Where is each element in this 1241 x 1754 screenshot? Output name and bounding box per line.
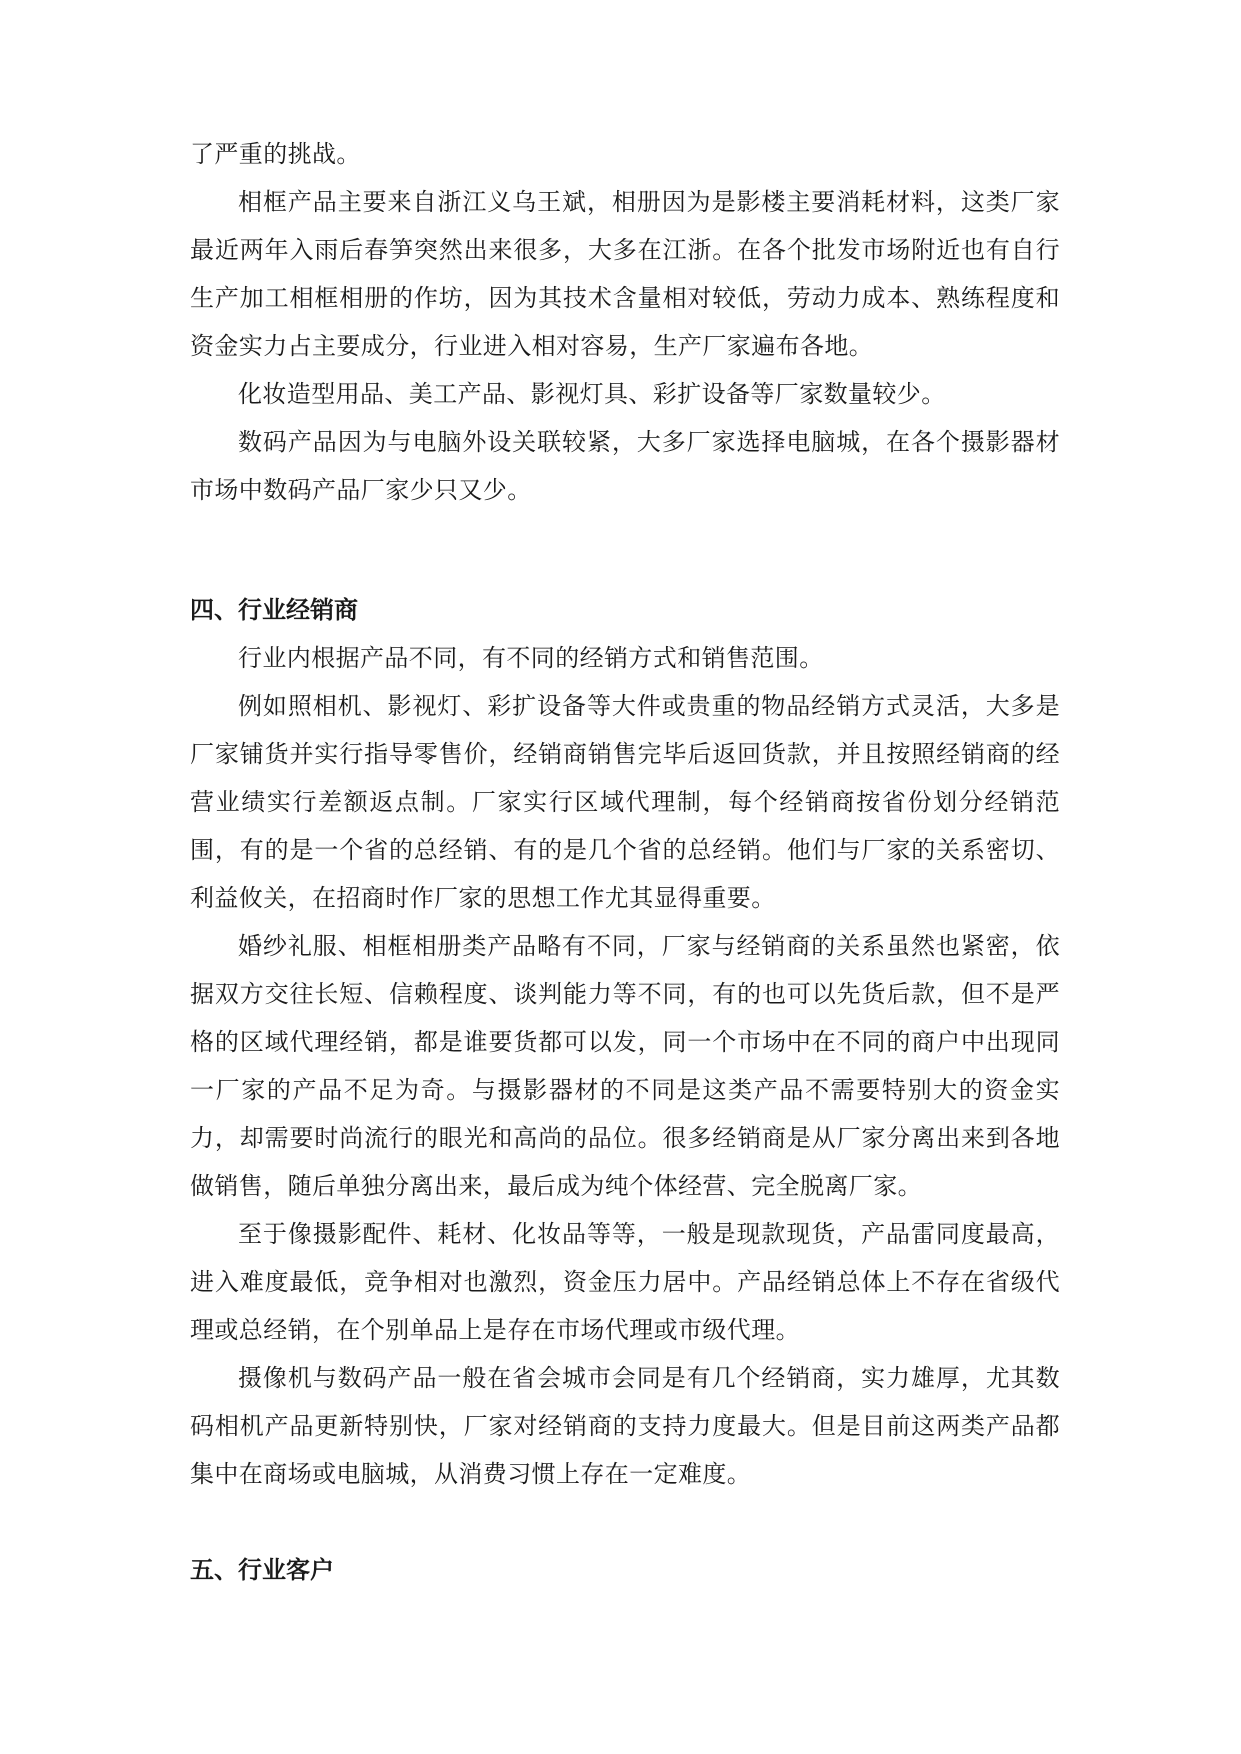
- paragraph-distribution-intro: 行业内根据产品不同，有不同的经销方式和销售范围。: [238, 644, 824, 672]
- paragraph-continuation: 了严重的挑战。: [190, 140, 361, 168]
- paragraph-accessories-distribution: 至于像摄影配件、耗材、化妆品等等，一般是现款现货，产品雷同度最高，进入难度最低，竞争相对也激烈，资金压力居中。产品经销总体上不存在省级代理或总经销，在个别单品上是存在市场代理或市级代理。: [190, 1220, 1060, 1344]
- paragraph-wedding-frames-distribution: 婚纱礼服、相框相册类产品略有不同，厂家与经销商的关系虽然也紧密，依据双方交往长短、信赖程度、谈判能力等不同，有的也可以先货后款，但不是严格的区域代理经销，都是谁要货都可以发，同一个市场中在不同的商户中出现同一厂家的产品不足为奇。与摄影器材的不同是这类产品不需要特别大的资金实力，却需要时尚流行的眼光和高尚的品位。很多经销商是从厂家分离出来到各地做销售，随后单独分离出来，最后成为纯个体经营、完全脱离厂家。: [190, 932, 1060, 1200]
- section-heading-customers: 五、行业客户: [190, 1556, 334, 1584]
- paragraph-makeup-products: 化妆造型用品、美工产品、影视灯具、彩扩设备等厂家数量较少。: [238, 380, 946, 408]
- paragraph-cameras-distribution: 例如照相机、影视灯、彩扩设备等大件或贵重的物品经销方式灵活，大多是厂家铺货并实行指导零售价，经销商销售完毕后返回货款，并且按照经销商的经营业绩实行差额返点制。厂家实行区域代理制，每个经销商按省份划分经销范围，有的是一个省的总经销、有的是几个省的总经销。他们与厂家的关系密切、利益攸关，在招商时作厂家的思想工作尤其显得重要。: [190, 692, 1060, 912]
- paragraph-photo-frames: 相框产品主要来自浙江义乌王斌，相册因为是影楼主要消耗材料，这类厂家最近两年入雨后春笋突然出来很多，大多在江浙。在各个批发市场附近也有自行生产加工相框相册的作坊，因为其技术含量相对较低，劳动力成本、熟练程度和资金实力占主要成分，行业进入相对容易，生产厂家遍布各地。: [190, 188, 1060, 360]
- paragraph-camcorders-distribution: 摄像机与数码产品一般在省会城市会同是有几个经销商，实力雄厚，尤其数码相机产品更新特别快，厂家对经销商的支持力度最大。但是目前这两类产品都集中在商场或电脑城，从消费习惯上存在一定难度。: [190, 1364, 1060, 1488]
- paragraph-digital-products: 数码产品因为与电脑外设关联较紧，大多厂家选择电脑城，在各个摄影器材市场中数码产品厂家少只又少。: [190, 428, 1060, 504]
- section-heading-distributors: 四、行业经销商: [190, 596, 358, 624]
